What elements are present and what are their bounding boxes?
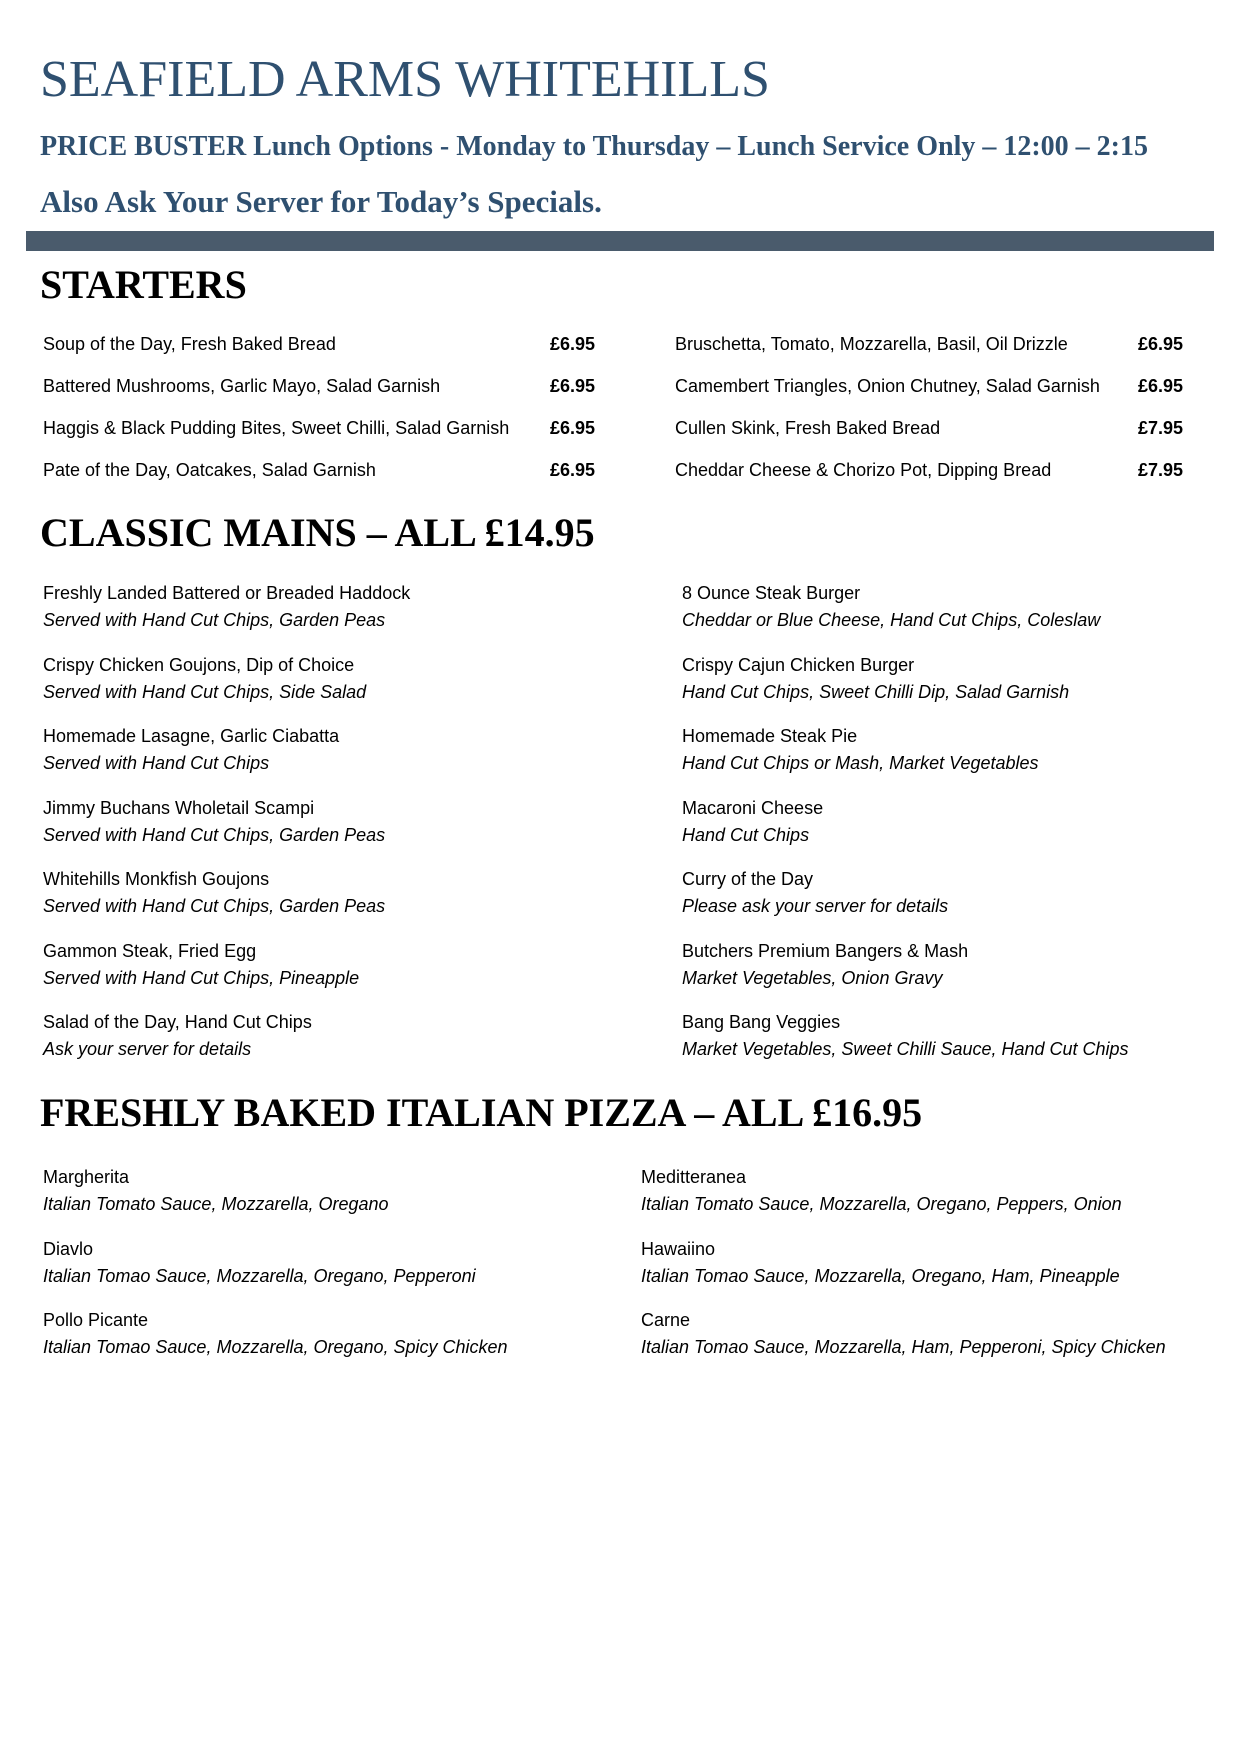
starter-name: Cheddar Cheese & Chorizo Pot, Dipping Bread: [675, 460, 1052, 480]
page-title: SEAFIELD ARMS WHITEHILLS: [40, 51, 770, 108]
main-item: [43, 580, 603, 652]
starter-item: [675, 414, 1183, 456]
starters-right-column: [675, 330, 1183, 498]
pizza-left-column: [43, 1164, 603, 1379]
mains-left-column: [43, 580, 603, 1081]
main-description: Served with Hand Cut Chips, Garden Peas: [43, 610, 386, 630]
pizza-item: [43, 1236, 603, 1308]
main-name: Gammon Steak, Fried Egg: [43, 940, 257, 961]
main-name: Jimmy Buchans Wholetail Scampi: [43, 797, 315, 818]
classic-mains-heading: CLASSIC MAINS – ALL £14.95: [40, 510, 595, 555]
pizza-item: [43, 1307, 603, 1379]
main-description: Please ask your server for details: [682, 896, 949, 916]
pizza-name: Carne: [641, 1310, 691, 1330]
main-item: [43, 652, 603, 724]
starter-price: £7.95: [1137, 418, 1183, 438]
main-name: Crispy Chicken Goujons, Dip of Choice: [43, 654, 355, 675]
main-description: Hand Cut Chips or Mash, Market Vegetables: [682, 753, 1039, 773]
starter-price: £6.95: [1137, 376, 1183, 396]
pizza-description: Italian Tomao Sauce, Mozzarella, Oregano, Ham, Pineapple: [641, 1265, 1120, 1286]
main-description: Served with Hand Cut Chips: [43, 753, 270, 773]
main-name: Freshly Landed Battered or Breaded Haddock: [43, 583, 411, 603]
main-item: [682, 938, 1222, 1010]
starters-left-column: [43, 330, 595, 498]
pizza-item: [641, 1236, 1221, 1308]
main-item: [682, 652, 1222, 724]
pizza-description: Italian Tomato Sauce, Mozzarella, Oregano, Peppers, Onion: [641, 1194, 1122, 1214]
main-item: [682, 795, 1222, 867]
pizza-right-column: [641, 1164, 1221, 1379]
main-description: Hand Cut Chips, Sweet Chilli Dip, Salad Garnish: [682, 681, 1070, 702]
main-description: Served with Hand Cut Chips, Garden Peas: [43, 896, 386, 916]
main-name: Homemade Steak Pie: [682, 726, 858, 746]
pizza-heading: FRESHLY BAKED ITALIAN PIZZA – ALL £16.95: [40, 1090, 923, 1135]
main-name: Bang Bang Veggies: [682, 1012, 841, 1032]
main-name: Butchers Premium Bangers & Mash: [682, 940, 969, 961]
header-divider-bar: [26, 231, 1214, 251]
pizza-description: Italian Tomao Sauce, Mozzarella, Oregano, Pepperoni: [43, 1265, 476, 1286]
main-description: Served with Hand Cut Chips, Pineapple: [43, 967, 360, 988]
main-name: 8 Ounce Steak Burger: [682, 583, 861, 603]
main-item: [682, 580, 1222, 652]
starter-name: Battered Mushrooms, Garlic Mayo, Salad Garnish: [43, 376, 441, 396]
starter-price: £6.95: [1137, 334, 1183, 354]
pizza-name: Margherita: [43, 1167, 130, 1187]
pizza-description: Italian Tomao Sauce, Mozzarella, Oregano, Spicy Chicken: [43, 1337, 508, 1357]
main-description: Served with Hand Cut Chips, Side Salad: [43, 681, 367, 702]
main-description: Hand Cut Chips: [682, 824, 810, 845]
starter-price: £6.95: [549, 460, 595, 480]
starter-item: [675, 456, 1183, 498]
starter-name: Soup of the Day, Fresh Baked Bread: [43, 334, 336, 354]
pizza-description: Italian Tomato Sauce, Mozzarella, Oregano: [43, 1194, 389, 1214]
main-description: Market Vegetables, Sweet Chilli Sauce, Hand Cut Chips: [682, 1039, 1129, 1059]
starter-price: £7.95: [1137, 460, 1183, 480]
main-item: [43, 795, 603, 867]
starter-price: £6.95: [549, 418, 595, 438]
main-item: [43, 1009, 603, 1081]
starter-name: Cullen Skink, Fresh Baked Bread: [675, 418, 941, 438]
pizza-name: Diavlo: [43, 1238, 94, 1259]
pizza-item: [641, 1307, 1221, 1379]
starter-name: Camembert Triangles, Onion Chutney, Salad Garnish: [675, 376, 1100, 396]
main-name: Whitehills Monkfish Goujons: [43, 869, 270, 889]
lunch-options-subtitle: PRICE BUSTER Lunch Options - Monday to Thursday – Lunch Service Only – 12:00 – 2:15: [40, 131, 1148, 162]
main-item: [43, 723, 603, 795]
main-name: Crispy Cajun Chicken Burger: [682, 654, 915, 675]
starter-item: [43, 330, 595, 372]
main-name: Macaroni Cheese: [682, 797, 824, 818]
main-description: Cheddar or Blue Cheese, Hand Cut Chips, Coleslaw: [682, 610, 1101, 630]
starter-item: [43, 414, 595, 456]
pizza-item: [43, 1164, 603, 1236]
starter-price: £6.95: [549, 376, 595, 396]
pizza-name: Pollo Picante: [43, 1310, 149, 1330]
main-item: [682, 866, 1222, 938]
pizza-description: Italian Tomao Sauce, Mozzarella, Ham, Pepperoni, Spicy Chicken: [641, 1337, 1166, 1357]
main-name: Curry of the Day: [682, 869, 814, 889]
main-item: [43, 938, 603, 1010]
starter-item: [43, 456, 595, 498]
starter-item: [675, 372, 1183, 414]
main-name: Salad of the Day, Hand Cut Chips: [43, 1012, 312, 1032]
main-description: Market Vegetables, Onion Gravy: [682, 967, 943, 988]
starter-name: Haggis & Black Pudding Bites, Sweet Chilli, Salad Garnish: [43, 418, 510, 438]
main-description: Ask your server for details: [43, 1039, 252, 1059]
main-item: [682, 723, 1222, 795]
starter-item: [43, 372, 595, 414]
starter-name: Bruschetta, Tomato, Mozzarella, Basil, Oil Drizzle: [675, 334, 1068, 354]
main-description: Served with Hand Cut Chips, Garden Peas: [43, 824, 386, 845]
starter-price: £6.95: [549, 334, 595, 354]
starters-heading: STARTERS: [40, 262, 247, 307]
main-item: [43, 866, 603, 938]
pizza-name: Meditteranea: [641, 1167, 747, 1187]
starter-name: Pate of the Day, Oatcakes, Salad Garnish: [43, 460, 376, 480]
specials-note: Also Ask Your Server for Today’s Specials.: [40, 184, 602, 219]
main-name: Homemade Lasagne, Garlic Ciabatta: [43, 726, 340, 746]
pizza-name: Hawaiino: [641, 1238, 716, 1259]
starter-item: [675, 330, 1183, 372]
pizza-item: [641, 1164, 1221, 1236]
mains-right-column: [682, 580, 1222, 1081]
main-item: [682, 1009, 1222, 1081]
